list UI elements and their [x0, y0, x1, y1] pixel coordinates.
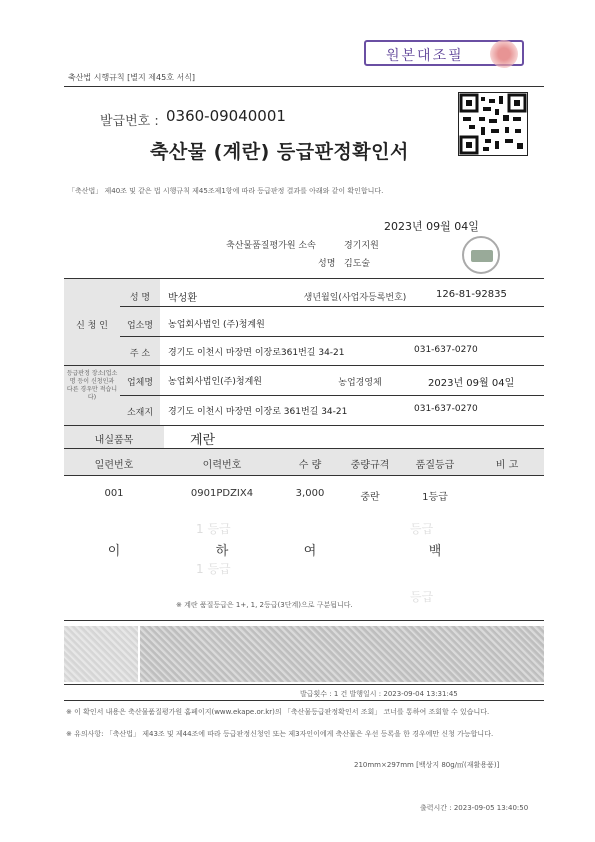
product-label: 내실품목: [94, 435, 134, 446]
void-marker-3: 백: [428, 544, 442, 559]
print-time: 출력시간 : 2023-09-05 13:40:50: [420, 804, 529, 812]
grade-note: ※ 계란 품질등급은 1+, 1, 2등급(3단계)으로 구분됩니다.: [176, 601, 353, 609]
grading-place-label: 등급판정 장소(업소명 등이 신청인과 다른 경우만 적습니다): [66, 370, 118, 401]
grading-category-label: 농업경영체: [338, 378, 382, 388]
faded-watermark-2: 1 등급: [196, 562, 231, 576]
stamp-text: 원본대조필: [386, 48, 464, 64]
security-pattern-right: [140, 626, 544, 682]
signer-name: 김도술: [344, 259, 371, 269]
original-copy-stamp: [364, 40, 524, 66]
faded-watermark-4: 등급: [410, 590, 434, 604]
grading-company-value: 농업회사법인(주)청계원: [168, 377, 262, 387]
footer-note-1: ※ 이 확인서 내용은 축산물품질평가원 홈페이지(www.ekape.or.kr)의 「축산물등급판정확인서 조회」 코너를 통하여 조회할 수 있습니다.: [66, 708, 490, 716]
issue-label: 발급번호 :: [100, 114, 159, 129]
table-header-1: 이력번호: [202, 460, 242, 471]
signer-label: 성명: [318, 259, 336, 269]
grading-date-value: 2023년 09월 04일: [428, 378, 515, 389]
void-marker-2: 여: [303, 544, 317, 559]
security-pattern-left: [64, 626, 138, 682]
applicant-section-label: 신 청 인: [76, 321, 108, 331]
address-label: 주 소: [129, 349, 151, 359]
table-cell: 중란: [360, 492, 380, 503]
product-value: 계란: [190, 433, 216, 448]
table-cell: 3,000: [295, 488, 325, 499]
issue-date: 2023년 09월 04일: [384, 220, 479, 233]
table-header-0: 일련번호: [94, 460, 134, 471]
table-header-5: 비 고: [495, 460, 519, 471]
grading-company-label: 업체명: [126, 378, 154, 388]
location-value: 경기도 이천시 마장면 이장로 361번길 34-21: [168, 407, 348, 417]
name-value: 박성환: [168, 293, 197, 304]
faded-watermark-3: 등급: [410, 522, 434, 536]
table-header-4: 품질등급: [415, 460, 455, 471]
reg-label: 생년월일(사업자등록번호): [303, 293, 407, 303]
void-marker-0: 이: [107, 544, 121, 559]
phone-value: 031-637-0270: [414, 345, 478, 355]
location-label: 소재지: [126, 408, 154, 418]
issue-count: 발급횟수 : 1 건 발행일시 : 2023-09-04 13:31:45: [300, 690, 458, 698]
company-value: 농업회사법인 (주)청계원: [168, 320, 265, 330]
table-cell: 001: [104, 488, 124, 499]
paper-size: 210mm×297mm [백상지 80g/㎡(재활용품)]: [354, 761, 500, 769]
company-label: 업소명: [126, 321, 154, 331]
table-cell: 0901PDZIX4: [190, 488, 254, 499]
issuer-branch: 경기지원: [344, 241, 379, 251]
faded-watermark-1: 1 등급: [196, 522, 231, 536]
form-reference: 축산법 시행규칙 [별지 제45호 서식]: [68, 73, 196, 82]
table-header-3: 중량규격: [350, 460, 390, 471]
red-seal-icon: [490, 40, 518, 68]
document-title: 축산물 (계란) 등급판정확인서: [150, 141, 409, 163]
location-phone: 031-637-0270: [414, 404, 478, 414]
name-label: 성 명: [129, 293, 151, 303]
table-header-2: 수 량: [298, 460, 322, 471]
issuer-org: 축산물품질평가원 소속: [226, 241, 316, 251]
void-marker-1: 하: [215, 544, 229, 559]
table-cell: 1등급: [422, 492, 448, 503]
address-value: 경기도 이천시 마장면 이장로361번길 34-21: [168, 348, 345, 358]
issue-number: 0360-09040001: [166, 107, 286, 125]
reg-value: 126-81-92835: [436, 289, 507, 300]
official-seal-icon: [462, 236, 500, 274]
footer-note-2: ※ 유의사항: 「축산법」 제43조 및 제44조에 따라 등급판정신청인 또는 제3자인이에게 축산물은 우선 등록을 한 경우에만 신청 가능합니다.: [66, 730, 494, 738]
intro-text: 「축산법」 제40조 및 같은 법 시행규칙 제45조제1항에 따라 등급판정 결과를 아래와 같이 확인합니다.: [68, 187, 384, 195]
qr-code-icon: [458, 92, 528, 156]
